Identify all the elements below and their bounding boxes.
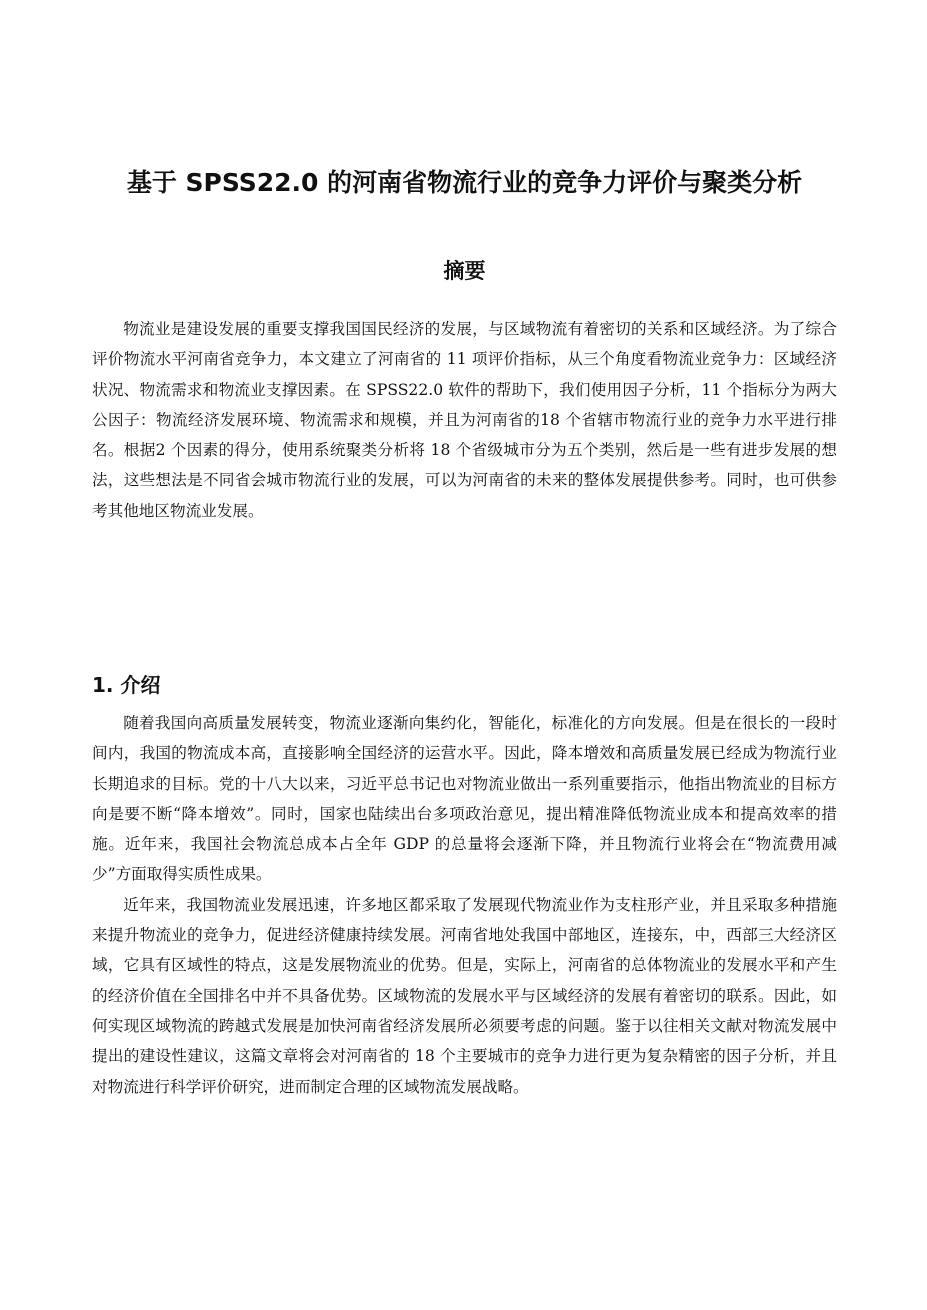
- abstract-heading: 摘要: [443, 259, 486, 283]
- introduction-paragraph-2: 近年来，我国物流业发展迅速，许多地区都采取了发展现代物流业作为支柱形产业，并且采取多种措施来提升物流业的竞争力，促进经济健康持续发展。河南省地处我国中部地区，连接东，中，西部三大经济区域，它具有区域性的特点，这是发展物流业的优势。但是，实际上，河南省的总体物流业的发展水平和产生的经济价值在全国排名中并不具备优势。区域物流的发展水平与区域经济的发展有着密切的联系。因此，如何实现区域物流的跨越式发展是加快河南省经济发展所必须要考虑的问题。鉴于以往相关文献对物流发展中提出的建设性建议，这篇文章将会对河南省的 18 个主要城市的竞争力进行更为复杂精密的因子分析，并且对物流进行科学评价研究，进而制定合理的区域物流发展战略。: [92, 895, 837, 1096]
- abstract-paragraph: 物流业是建设发展的重要支撑我国国民经济的发展，与区域物流有着密切的关系和区域经济。为了综合评价物流水平河南省竞争力，本文建立了河南省的 11 项评价指标，从三个角度看物流业竞争力：区域经济状况、物流需求和物流业支撑因素。在 SPSS22.0 软件的帮助下，我们使用因子分析，11 个指标分为两大公因子：物流经济发展环境、物流需求和规模，并且为河南省的18 个省辖市物流行业的竞争力水平进行排名。根据2 个因素的得分，使用系统聚类分析将 18 个省级城市分为五个类别，然后是一些有进步发展的想法，这些想法是不同省会城市物流行业的发展，可以为河南省的未来的整体发展提供参考。同时，也可供参考其他地区物流业发展。: [92, 320, 837, 520]
- abstract-body: [92, 314, 837, 526]
- introduction-paragraph-1: 随着我国向高质量发展转变，物流业逐渐向集约化，智能化，标准化的方向发展。但是在很长的一段时间内，我国的物流成本高，直接影响全国经济的运营水平。因此，降本增效和高质量发展已经成为物流行业长期追求的目标。党的十八大以来，习近平总书记也对物流业做出一系列重要指示，他指出物流业的目标方向是要不断“降本增效”。同时，国家也陆续出台多项政治意见，提出精准降低物流业成本和提高效率的措施。近年来，我国社会物流总成本占全年 GDP 的总量将会逐渐下降，并且物流行业将会在“物流费用减少”方面取得实质性成果。: [92, 714, 837, 884]
- paper-title: 基于 SPSS22.0 的河南省物流行业的竞争力评价与聚类分析: [126, 168, 803, 197]
- introduction-body: [92, 708, 837, 1102]
- section-heading-introduction: 1. 介绍: [92, 673, 161, 697]
